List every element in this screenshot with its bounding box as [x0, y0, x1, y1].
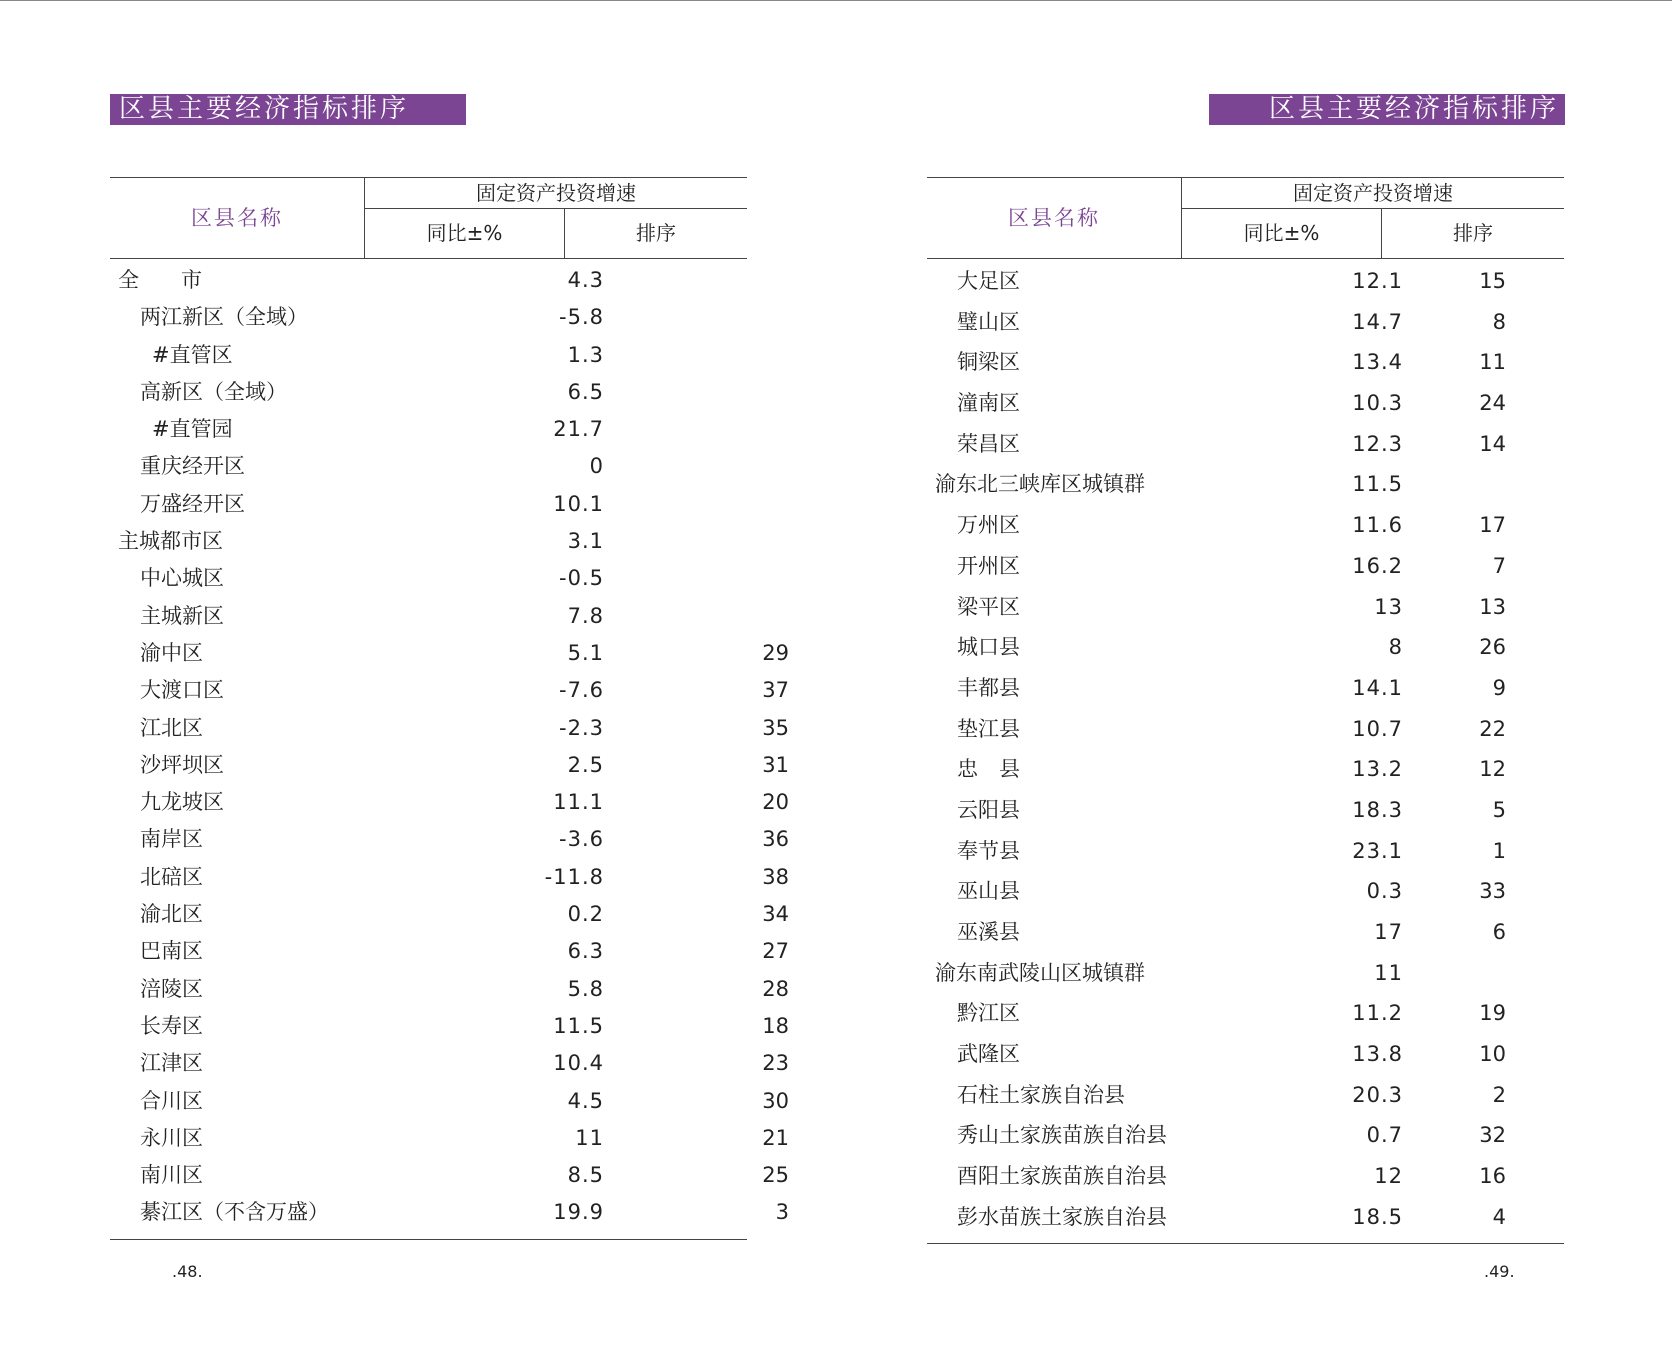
- yoy-growth-cell: 8: [1388, 635, 1403, 660]
- district-name-cell: 两江新区（全域）: [140, 305, 308, 330]
- table-row: [927, 668, 1564, 709]
- table-row: [110, 486, 747, 523]
- table-row: [927, 912, 1564, 953]
- table-row: [927, 871, 1564, 912]
- yoy-growth-cell: 13: [1374, 594, 1403, 619]
- yoy-growth-cell: 0: [589, 454, 604, 479]
- rank-cell: 27: [762, 939, 789, 964]
- district-name-cell: 永川区: [140, 1125, 203, 1150]
- table-row: [110, 448, 747, 485]
- district-name-cell: 中心城区: [140, 566, 224, 591]
- district-name-cell: 忠 县: [957, 757, 1020, 782]
- page-number: .48.: [172, 1262, 203, 1281]
- rank-cell: 9: [1492, 675, 1506, 700]
- table-row: [110, 560, 747, 597]
- yoy-growth-cell: 13.8: [1352, 1042, 1403, 1067]
- page-number: .49.: [1484, 1262, 1515, 1281]
- district-name-cell: 大渡口区: [140, 678, 224, 703]
- yoy-growth-cell: -5.8: [559, 305, 604, 330]
- district-name-cell: 黔江区: [957, 1001, 1020, 1026]
- table-row: [110, 374, 747, 411]
- district-name-cell: 垫江县: [957, 716, 1020, 741]
- district-name-cell: 九龙坡区: [140, 790, 224, 815]
- yoy-growth-cell: 11: [1374, 960, 1403, 985]
- table-row: [110, 598, 747, 635]
- district-name-cell: 綦江区（不含万盛）: [140, 1200, 329, 1225]
- yoy-growth-cell: 7.8: [567, 603, 604, 628]
- district-name-cell: 主城新区: [140, 603, 224, 628]
- district-name-cell: 城口县: [957, 635, 1020, 660]
- rank-cell: 30: [762, 1088, 789, 1113]
- yoy-growth-cell: 5.1: [567, 640, 604, 665]
- yoy-growth-cell: 12: [1374, 1164, 1403, 1189]
- district-name-cell: 渝东北三峡库区城镇群: [935, 472, 1145, 497]
- header-rank: 排序: [636, 221, 676, 245]
- yoy-growth-cell: 18.3: [1352, 797, 1403, 822]
- district-name-cell: 璧山区: [957, 309, 1020, 334]
- district-name-cell: 巫溪县: [957, 920, 1020, 944]
- rank-cell: 4: [1492, 1204, 1506, 1229]
- yoy-growth-cell: 10.1: [553, 491, 604, 516]
- yoy-growth-cell: 8.5: [567, 1163, 604, 1188]
- yoy-growth-cell: 11: [575, 1125, 604, 1150]
- table-row: [110, 971, 789, 1008]
- district-name-cell: 渝东南武陵山区城镇群: [935, 960, 1145, 985]
- rank-cell: 34: [762, 902, 789, 927]
- yoy-growth-cell: -11.8: [544, 864, 604, 889]
- district-name-cell: 万盛经开区: [140, 491, 245, 516]
- table-header: [927, 177, 1564, 259]
- table-row: [927, 383, 1564, 424]
- rank-cell: 33: [1479, 879, 1506, 904]
- yoy-growth-cell: 5.8: [567, 976, 604, 1001]
- rank-cell: 35: [762, 715, 789, 740]
- rank-cell: 26: [1479, 635, 1506, 660]
- table-row: [110, 672, 789, 709]
- table-row: [927, 546, 1564, 587]
- yoy-growth-cell: 6.5: [567, 379, 604, 404]
- yoy-growth-cell: 18.5: [1352, 1204, 1403, 1229]
- rank-cell: 15: [1479, 269, 1506, 293]
- table-row: [927, 749, 1564, 790]
- district-name-cell: #直管园: [152, 417, 233, 442]
- table-row: [110, 1008, 789, 1045]
- yoy-growth-cell: -0.5: [559, 566, 604, 591]
- header-investment-growth: 固定资产投资增速: [476, 181, 636, 205]
- rank-cell: 22: [1479, 716, 1506, 741]
- yoy-growth-cell: 3.1: [567, 529, 604, 554]
- yoy-growth-cell: 11.5: [553, 1013, 604, 1038]
- table-row: [110, 1194, 789, 1231]
- yoy-growth-cell: 11.2: [1352, 1001, 1403, 1026]
- yoy-growth-cell: 11.1: [553, 790, 604, 815]
- district-name-cell: 江北区: [140, 715, 203, 740]
- rank-cell: 3: [775, 1200, 789, 1225]
- yoy-growth-cell: 13.2: [1352, 757, 1403, 782]
- district-name-cell: 南川区: [140, 1163, 203, 1188]
- rank-cell: 10: [1479, 1042, 1506, 1067]
- rank-cell: 37: [762, 678, 789, 703]
- district-name-cell: 石柱土家族自治县: [957, 1082, 1125, 1107]
- yoy-growth-cell: 6.3: [567, 939, 604, 964]
- rank-cell: 24: [1479, 391, 1506, 416]
- table-row: [927, 993, 1564, 1034]
- yoy-growth-cell: 4.5: [567, 1088, 604, 1113]
- yoy-growth-cell: 14.1: [1352, 675, 1403, 700]
- rank-cell: 6: [1492, 920, 1506, 944]
- district-name-cell: 高新区（全域）: [140, 379, 287, 404]
- table-body: [110, 259, 789, 1240]
- district-name-cell: 沙坪坝区: [140, 752, 224, 777]
- district-name-cell: 酉阳土家族苗族自治县: [957, 1164, 1167, 1189]
- yoy-growth-cell: 14.7: [1352, 309, 1403, 334]
- rank-cell: 20: [762, 790, 789, 815]
- rank-cell: 19: [1479, 1001, 1506, 1026]
- table-row: [927, 831, 1564, 872]
- yoy-growth-cell: 13.4: [1352, 350, 1403, 375]
- district-name-cell: 梁平区: [957, 594, 1020, 619]
- rank-cell: 18: [762, 1013, 789, 1038]
- district-name-cell: 合川区: [140, 1088, 203, 1113]
- rank-cell: 5: [1492, 797, 1506, 822]
- district-name-cell: 渝北区: [140, 902, 203, 927]
- yoy-growth-cell: 11.6: [1352, 513, 1403, 538]
- district-name-cell: 南岸区: [140, 827, 203, 852]
- table-row: [110, 1083, 789, 1120]
- table-row: [927, 790, 1564, 831]
- yoy-growth-cell: 20.3: [1352, 1082, 1403, 1107]
- yoy-growth-cell: 0.7: [1366, 1123, 1403, 1148]
- district-name-cell: 彭水苗族土家族自治县: [957, 1204, 1167, 1229]
- rank-cell: 17: [1479, 513, 1506, 538]
- yoy-growth-cell: 1.3: [567, 342, 604, 367]
- rank-cell: 11: [1479, 350, 1506, 375]
- rank-cell: 14: [1479, 431, 1506, 456]
- table-row: [110, 262, 747, 299]
- table-row: [110, 1157, 789, 1194]
- district-name-cell: 巫山县: [957, 879, 1020, 904]
- ranking-table: [927, 177, 1564, 1244]
- table-row: [927, 1075, 1564, 1116]
- header-district-name: 区县名称: [191, 206, 283, 230]
- table-row: [927, 953, 1564, 994]
- rank-cell: 38: [762, 864, 789, 889]
- table-row: [110, 635, 789, 672]
- table-row: [927, 424, 1564, 465]
- rank-cell: 36: [762, 827, 789, 852]
- table-row: [927, 587, 1564, 628]
- table-row: [110, 933, 789, 970]
- yoy-growth-cell: 4.3: [567, 268, 604, 292]
- yoy-growth-cell: 23.1: [1352, 838, 1403, 863]
- district-name-cell: 荣昌区: [957, 431, 1020, 456]
- district-name-cell: 巴南区: [140, 939, 203, 964]
- yoy-growth-cell: 12.3: [1352, 431, 1403, 456]
- header-yoy: 同比±%: [426, 221, 503, 245]
- yoy-growth-cell: -3.6: [559, 827, 604, 852]
- rank-cell: 13: [1479, 594, 1506, 619]
- table-row: [110, 411, 747, 448]
- table-row: [927, 1034, 1564, 1075]
- district-name-cell: 武隆区: [957, 1042, 1020, 1067]
- rank-cell: 2: [1492, 1082, 1506, 1107]
- rank-cell: 23: [762, 1051, 789, 1076]
- header-yoy: 同比±%: [1243, 221, 1320, 245]
- table-row: [927, 302, 1564, 343]
- district-name-cell: 大足区: [957, 269, 1020, 293]
- table-row: [927, 1115, 1564, 1156]
- table-row: [110, 299, 747, 336]
- table-row: [110, 859, 789, 896]
- yoy-growth-cell: 17: [1374, 920, 1403, 944]
- table-row: [110, 710, 789, 747]
- header-investment-growth: 固定资产投资增速: [1293, 181, 1453, 205]
- table-row: [927, 709, 1564, 750]
- district-name-cell: 铜梁区: [957, 350, 1020, 375]
- district-name-cell: 秀山土家族苗族自治县: [957, 1123, 1167, 1148]
- table-row: [927, 342, 1564, 383]
- ranking-table: [110, 177, 789, 1240]
- district-name-cell: 丰都县: [957, 675, 1020, 700]
- yoy-growth-cell: 10.7: [1352, 716, 1403, 741]
- district-name-cell: #直管区: [152, 342, 233, 367]
- yoy-growth-cell: 21.7: [553, 417, 604, 442]
- district-name-cell: 奉节县: [957, 838, 1020, 863]
- district-name-cell: 北碚区: [140, 864, 203, 889]
- table-row: [927, 464, 1564, 505]
- district-name-cell: 云阳县: [957, 797, 1020, 822]
- yoy-growth-cell: 19.9: [553, 1200, 604, 1225]
- table-row: [110, 896, 789, 933]
- yoy-growth-cell: 11.5: [1352, 472, 1403, 497]
- rank-cell: 29: [762, 640, 789, 665]
- page-title-banner: 区县主要经济指标排序: [1209, 94, 1565, 125]
- table-row: [110, 1120, 789, 1157]
- district-name-cell: 长寿区: [140, 1013, 203, 1038]
- rank-cell: 28: [762, 976, 789, 1001]
- table-row: [110, 821, 789, 858]
- yoy-growth-cell: -7.6: [559, 678, 604, 703]
- table-row: [110, 523, 747, 560]
- table-row: [927, 505, 1564, 546]
- district-name-cell: 渝中区: [140, 640, 203, 665]
- rank-cell: 25: [762, 1163, 789, 1188]
- rank-cell: 31: [762, 752, 789, 777]
- table-row: [110, 747, 789, 784]
- rank-cell: 1: [1492, 838, 1506, 863]
- table-row: [110, 337, 747, 374]
- district-name-cell: 重庆经开区: [140, 454, 245, 479]
- district-name-cell: 开州区: [957, 553, 1020, 578]
- rank-cell: 7: [1492, 553, 1506, 578]
- yoy-growth-cell: 16.2: [1352, 553, 1403, 578]
- yoy-growth-cell: 0.2: [567, 902, 604, 927]
- district-name-cell: 主城都市区: [118, 529, 223, 554]
- yoy-growth-cell: 10.3: [1352, 391, 1403, 416]
- yoy-growth-cell: 2.5: [567, 752, 604, 777]
- page-title-banner: 区县主要经济指标排序: [110, 94, 466, 125]
- table-row: [927, 1197, 1564, 1238]
- header-rank: 排序: [1453, 221, 1493, 245]
- district-name-cell: 全 市: [118, 268, 202, 292]
- yoy-growth-cell: -2.3: [559, 715, 604, 740]
- table-header: [110, 177, 747, 259]
- rank-cell: 32: [1479, 1123, 1506, 1148]
- rank-cell: 12: [1479, 757, 1506, 782]
- rank-cell: 16: [1479, 1164, 1506, 1189]
- yoy-growth-cell: 10.4: [553, 1051, 604, 1076]
- district-name-cell: 涪陵区: [140, 976, 203, 1001]
- rank-cell: 8: [1492, 309, 1506, 334]
- right-page: [836, 0, 1672, 1353]
- table-body: [927, 259, 1564, 1244]
- table-row: [927, 261, 1564, 302]
- district-name-cell: 江津区: [140, 1051, 203, 1076]
- yoy-growth-cell: 0.3: [1366, 879, 1403, 904]
- table-row: [927, 1156, 1564, 1197]
- yoy-growth-cell: 12.1: [1352, 269, 1403, 293]
- header-district-name: 区县名称: [1008, 206, 1100, 230]
- district-name-cell: 万州区: [957, 513, 1020, 538]
- rank-cell: 21: [762, 1125, 789, 1150]
- table-row: [110, 1045, 789, 1082]
- district-name-cell: 潼南区: [957, 391, 1020, 416]
- table-row: [927, 627, 1564, 668]
- table-row: [110, 784, 789, 821]
